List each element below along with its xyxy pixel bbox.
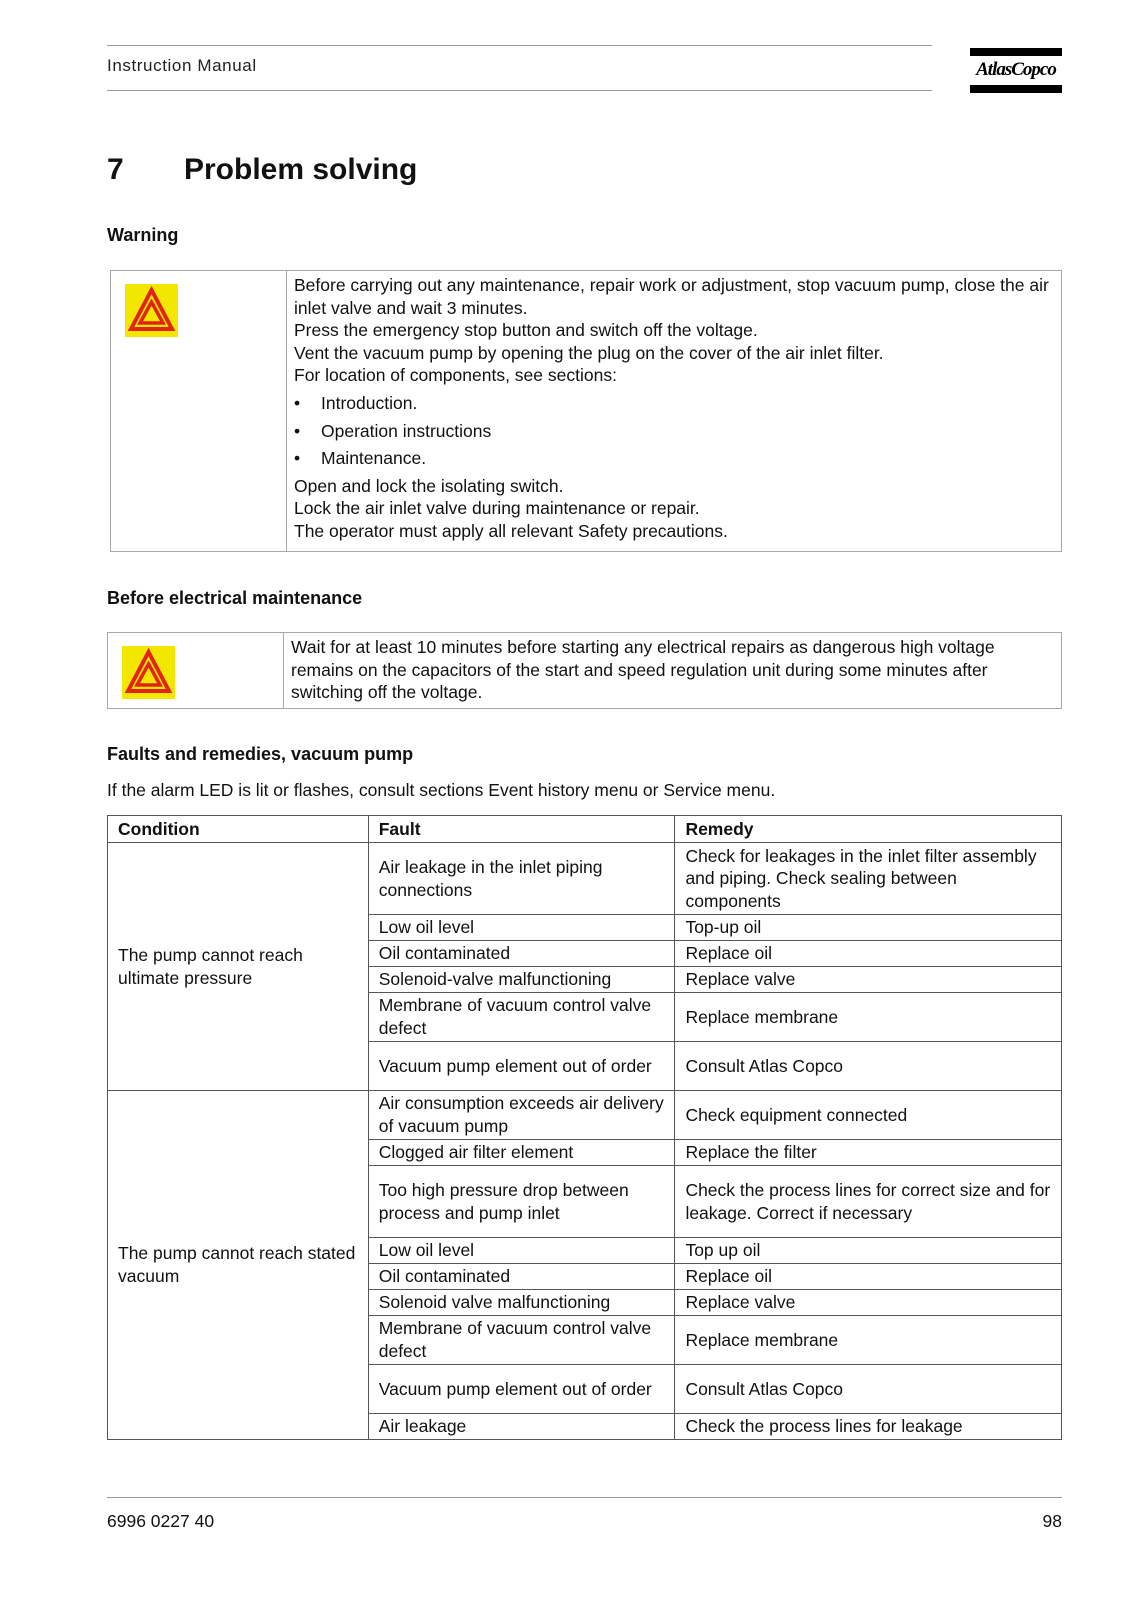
warning-line: Lock the air inlet valve during maintenance or repair. (294, 498, 700, 519)
fault-cell: Air consumption exceeds air delivery of vacuum pump (368, 1091, 675, 1140)
list-item-text: Maintenance. (321, 448, 427, 469)
fault-cell: Vacuum pump element out of order (368, 1365, 675, 1414)
list-item-text: Introduction. (321, 392, 418, 413)
header-title: Instruction Manual (107, 56, 257, 75)
fault-cell: Air leakage (368, 1414, 675, 1440)
remedy-cell: Replace valve (675, 967, 1062, 993)
fault-cell: Oil contaminated (368, 1264, 675, 1290)
remedy-cell: Consult Atlas Copco (675, 1365, 1062, 1414)
warning-line: Press the emergency stop button and switch off the voltage. (294, 320, 758, 341)
remedy-cell: Consult Atlas Copco (675, 1042, 1062, 1091)
table-header-row (108, 816, 1062, 843)
bullet-dot: • (294, 420, 301, 441)
warning-line: For location of components, see sections: (294, 365, 617, 386)
header-bottom-rule (107, 90, 932, 91)
warning-line: The operator must apply all relevant Safety precautions. (294, 520, 728, 541)
faults-table (107, 815, 1062, 1440)
table-row (108, 1091, 1062, 1140)
fault-cell: Clogged air filter element (368, 1140, 675, 1166)
fault-cell: Oil contaminated (368, 941, 675, 967)
fault-cell: Low oil level (368, 1238, 675, 1264)
remedy-cell: Check the process lines for leakage (675, 1414, 1062, 1440)
electrical-warning-text: Wait for at least 10 minutes before starting any electrical repairs as dangerous high voltage remains on the capacitors of the start and speed regulation unit during some minutes after switching off the voltage. (291, 637, 995, 703)
faults-heading: Faults and remedies, vacuum pump (107, 744, 414, 764)
atlas-copco-logo (970, 48, 1062, 93)
warning-box (110, 270, 1062, 552)
remedy-cell: Replace valve (675, 1290, 1062, 1316)
list-item (294, 420, 1054, 443)
remedy-cell: Replace the filter (675, 1140, 1062, 1166)
table-row (108, 843, 1062, 915)
fault-cell: Membrane of vacuum control valve defect (368, 1316, 675, 1365)
condition-cell: The pump cannot reach ultimate pressure (108, 843, 369, 1091)
page-number: 98 (1042, 1511, 1062, 1531)
warning-line: Before carrying out any maintenance, repair work or adjustment, stop vacuum pump, close the air inlet valve and wait 3 minutes. (294, 275, 1049, 318)
warning-text (287, 271, 1061, 551)
chapter-number: 7 (107, 153, 124, 186)
footer-rule (107, 1497, 1062, 1498)
remedy-cell: Check for leakages in the inlet filter assembly and piping. Check sealing between components (675, 843, 1062, 915)
column-header-condition: Condition (108, 816, 369, 843)
remedy-cell: Replace oil (675, 1264, 1062, 1290)
warning-line: Open and lock the isolating switch. (294, 475, 564, 496)
fault-cell: Membrane of vacuum control valve defect (368, 993, 675, 1042)
list-item (294, 447, 1054, 470)
fault-cell: Solenoid valve malfunctioning (368, 1290, 675, 1316)
fault-cell: Air leakage in the inlet piping connections (368, 843, 675, 915)
warning-line: Vent the vacuum pump by opening the plug on the cover of the air inlet filter. (294, 342, 884, 363)
warning-icon-cell (111, 271, 287, 551)
remedy-cell: Check equipment connected (675, 1091, 1062, 1140)
warning-heading: Warning (107, 225, 179, 245)
remedy-cell: Check the process lines for correct size and for leakage. Correct if necessary (675, 1166, 1062, 1238)
warning-triangle-icon (122, 646, 175, 699)
faults-intro: If the alarm LED is lit or flashes, consult sections Event history menu or Service menu. (107, 780, 776, 800)
electrical-warning-box (107, 632, 1062, 709)
electrical-heading: Before electrical maintenance (107, 588, 363, 608)
bullet-dot: • (294, 392, 301, 413)
document-number: 6996 0227 40 (107, 1511, 215, 1531)
list-item-text: Operation instructions (321, 420, 492, 441)
logo-text: AtlasCopco (976, 59, 1056, 80)
electrical-icon-cell (108, 633, 284, 708)
condition-cell: The pump cannot reach stated vacuum (108, 1091, 369, 1440)
remedy-cell: Replace membrane (675, 993, 1062, 1042)
remedy-cell: Top-up oil (675, 915, 1062, 941)
warning-triangle-icon (125, 284, 178, 337)
column-header-fault: Fault (368, 816, 675, 843)
column-header-remedy: Remedy (675, 816, 1062, 843)
remedy-cell: Replace membrane (675, 1316, 1062, 1365)
fault-cell: Solenoid-valve malfunctioning (368, 967, 675, 993)
fault-cell: Too high pressure drop between process and pump inlet (368, 1166, 675, 1238)
list-item (294, 392, 1054, 415)
chapter-title: Problem solving (184, 153, 418, 186)
remedy-cell: Top up oil (675, 1238, 1062, 1264)
fault-cell: Vacuum pump element out of order (368, 1042, 675, 1091)
fault-cell: Low oil level (368, 915, 675, 941)
remedy-cell: Replace oil (675, 941, 1062, 967)
header-top-rule (107, 45, 932, 46)
bullet-dot: • (294, 448, 301, 469)
